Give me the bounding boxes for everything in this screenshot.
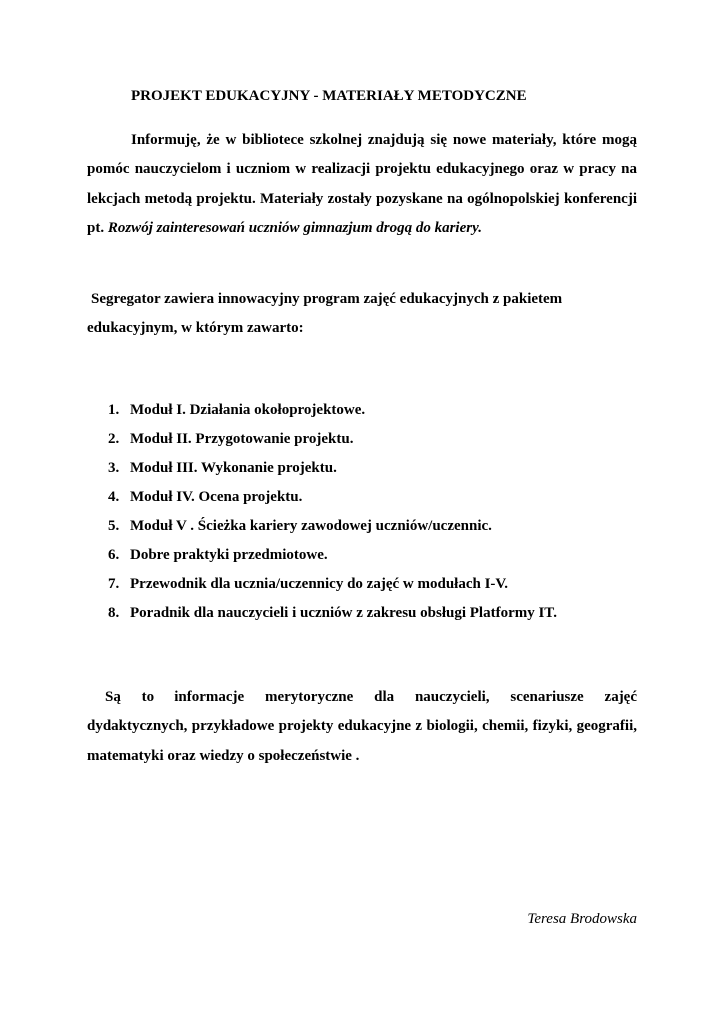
list-item-number: 3. xyxy=(108,460,120,476)
list-item xyxy=(87,599,647,628)
modules-list xyxy=(87,396,647,628)
list-item-label: Moduł IV. Ocena projektu. xyxy=(130,489,303,505)
list-item xyxy=(87,541,647,570)
list-item-number: 5. xyxy=(108,518,120,534)
list-item-label: Moduł V . Ścieżka kariery zawodowej uczniów/uczennic. xyxy=(130,518,492,534)
list-item xyxy=(87,425,647,454)
list-item-label: Poradnik dla nauczycieli i uczniów z zakresu obsługi Platformy IT. xyxy=(130,605,557,621)
list-item xyxy=(87,483,647,512)
intro-text: Informuję, że w bibliotece szkolnej znajdują się nowe materiały, które mogą pomóc nauczycielom i uczniom w realizacji projektu edukacyjnego oraz w pracy na lekcjach metodą projektu. Materiały zostały pozyskane na ogólnopolskiej konferencji pt. xyxy=(87,132,637,237)
document-title: PROJEKT EDUKACYJNY - MATERIAŁY METODYCZNE xyxy=(131,88,527,104)
list-item-label: Moduł III. Wykonanie projektu. xyxy=(130,460,337,476)
list-item xyxy=(87,512,647,541)
binder-line-1: Segregator zawiera innowacyjny program zajęć edukacyjnych z pakietem xyxy=(91,291,563,307)
list-item-number: 6. xyxy=(108,547,120,563)
binder-line-2: edukacyjnym, w którym zawarto: xyxy=(87,320,304,337)
list-item xyxy=(87,396,647,425)
list-item-number: 2. xyxy=(108,431,120,447)
list-item-number: 8. xyxy=(108,605,120,621)
list-item-label: Moduł II. Przygotowanie projektu. xyxy=(130,431,354,447)
author-signature: Teresa Brodowska xyxy=(527,911,637,927)
list-item xyxy=(87,454,647,483)
summary-text: informacje merytoryczne dla nauczycieli, scenariusze zajęć dydaktycznych, przykładowe projekty edukacyjne z biologii, chemii, fizyki, geografii, matematyki oraz wiedzy o społeczeństwie . xyxy=(87,689,638,764)
list-item-number: 7. xyxy=(108,576,120,592)
list-item-number: 1. xyxy=(108,402,120,418)
intro-paragraph xyxy=(87,126,637,244)
summary-lead: Są to xyxy=(105,689,155,705)
list-item xyxy=(87,570,647,599)
list-item-label: Moduł I. Działania okołoprojektowe. xyxy=(130,402,366,418)
list-item-number: 4. xyxy=(108,489,120,505)
summary-paragraph xyxy=(87,683,637,771)
binder-paragraph xyxy=(87,285,637,344)
conference-title: Rozwój zainteresowań uczniów gimnazjum drogą do kariery. xyxy=(107,220,482,237)
list-item-label: Przewodnik dla ucznia/uczennicy do zajęć w modułach I-V. xyxy=(130,576,509,592)
list-item-label: Dobre praktyki przedmiotowe. xyxy=(130,547,328,563)
